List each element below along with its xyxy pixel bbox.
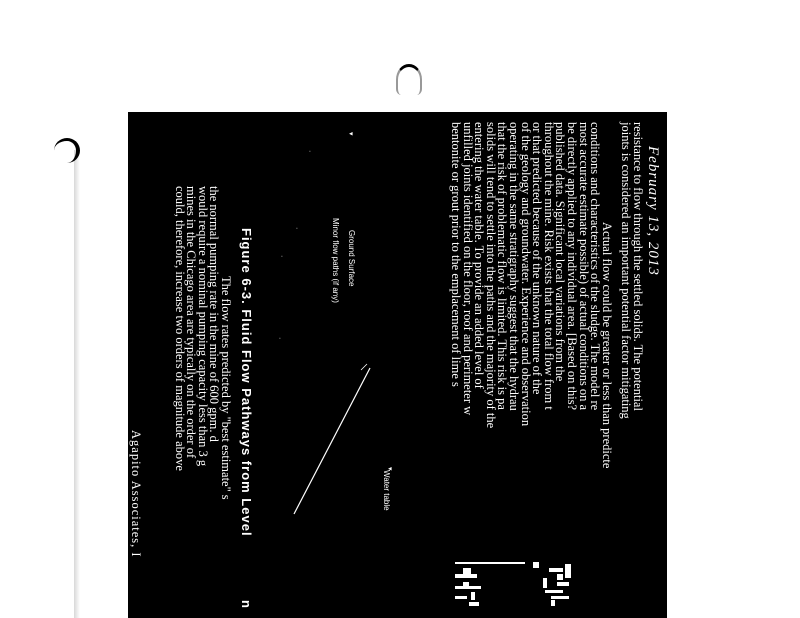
text-line: operating in the same stratigraphy suggest that the hydrau <box>507 122 522 411</box>
figure-tick-mark: · <box>293 227 300 230</box>
text-line: would require a nominal pumping capacity less than 3 g <box>195 186 210 467</box>
text-line: of the geology and groundwater. Experience and observation <box>518 122 533 427</box>
figure-tick-mark: · <box>306 150 313 153</box>
text-line: joints is considered an important potential factor mitigating <box>619 122 634 419</box>
text-line: resistance to flow through the settled solids. The potential <box>631 122 645 411</box>
figure-tick-mark: · <box>276 337 283 340</box>
flow-path-line <box>294 368 370 514</box>
figure-tick-mark: ▾ <box>386 467 393 471</box>
figure-caption <box>239 228 254 609</box>
text-line: that the risk of problematic flow is limited. This risk is pa <box>495 122 510 410</box>
rotated-page-content <box>128 112 667 618</box>
flow-paths-label: Minor flow paths (if any) <box>331 218 340 303</box>
text-line: entering the water table. To provide an added level of <box>472 122 487 389</box>
text-line: mines in the Chicago area are typically on the order of <box>184 186 199 459</box>
binder-hole-left <box>54 138 80 162</box>
text-line: solids will tend to settle into the paths and the majority of the <box>483 122 498 429</box>
text-line: conditions and characteristics of the sludge. The model re <box>588 122 603 411</box>
text-line: most accurate estimate possible) of actual conditions on a <box>576 122 591 411</box>
text-line: unfilled joints identified on the floor, roof and perimeter w <box>460 122 475 416</box>
scan-edge-shadow <box>74 150 80 618</box>
figure-tick-mark: · <box>278 255 285 258</box>
binder-hole-top <box>396 64 422 95</box>
flow-path-tick <box>361 364 367 370</box>
text-line: throughout the mine. Risk exists that the total flow from t <box>541 122 556 410</box>
text-line: Actual flow could be greater or less than predicte <box>599 222 614 469</box>
figure-caption-end: n <box>239 600 254 609</box>
text-line: could, therefore, increase two orders of magnitude above <box>172 186 187 471</box>
figure-caption-text: Figure 6-3. Fluid Flow Pathways from Level <box>239 228 254 537</box>
figure-tick-mark: ▾ <box>347 132 354 136</box>
document-date: February 13, 2013 <box>645 146 661 276</box>
text-line: The flow rates predicted by "best estimate" s <box>219 276 233 500</box>
text-line: the normal pumping rate in the mine of 600 gpm. d <box>207 186 222 442</box>
scanned-page <box>128 112 667 618</box>
text-line: bentonite or grout prior to the emplacement of lime s <box>449 122 464 387</box>
page-footer: Agapito Associates, I <box>129 430 143 558</box>
ground-surface-label: Ground Surface <box>347 230 356 287</box>
mine-workings-graphic <box>455 562 571 606</box>
lower-body-text <box>173 186 231 618</box>
text-line: or that predicted because of the unknown nature of the <box>530 122 545 395</box>
text-line: published data. Significant local variations from the <box>553 122 568 382</box>
water-table-label: Water table <box>382 470 391 511</box>
text-line: be directly applied to any individual area. [Based on this? <box>565 122 580 411</box>
